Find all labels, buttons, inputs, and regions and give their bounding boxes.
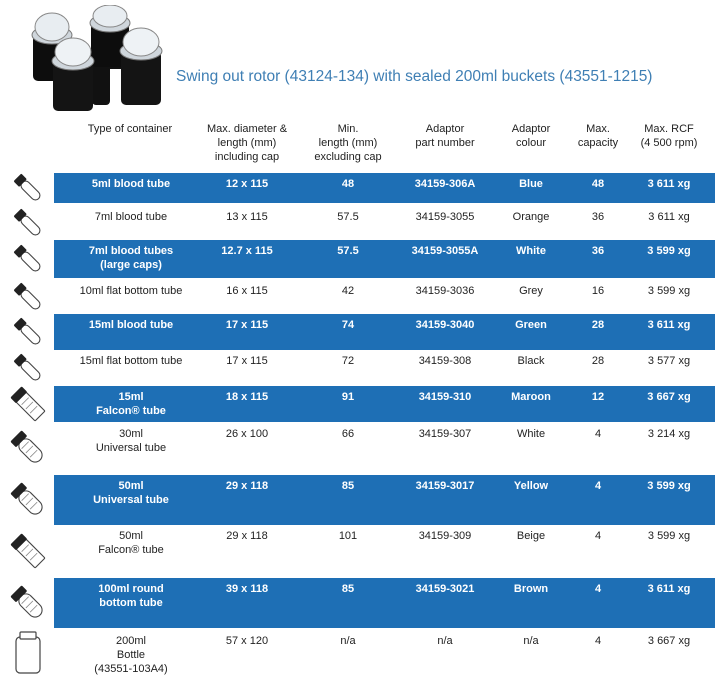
blood-tube-icon [4, 173, 52, 203]
table-row [0, 423, 717, 473]
adaptor-part-number: 34159-3017 [415, 480, 475, 492]
min-length: 85 [341, 480, 355, 492]
blood-tube-icon [4, 314, 52, 350]
container-name: 15ml flat bottom tube [79, 355, 183, 367]
adaptor-colour: Green [515, 319, 547, 331]
table-row [0, 386, 717, 422]
max-dimensions: 13 x 115 [226, 211, 268, 223]
max-dimensions: 57 x 120 [225, 635, 269, 647]
table-row [0, 578, 717, 628]
max-capacity: 4 [594, 480, 602, 492]
universal-tube-icon [4, 475, 52, 525]
container-name: 7ml blood tubes (large caps) [88, 245, 174, 271]
adaptor-part-number: n/a [437, 635, 453, 647]
container-name: 7ml blood tube [94, 211, 168, 223]
max-capacity: 48 [591, 178, 605, 190]
round-bottom-tube-icon [4, 578, 52, 628]
max-capacity: 4 [594, 428, 602, 440]
header-rcf: Max. RCF (4 500 rpm) [640, 123, 698, 149]
max-rcf: 3 611 xg [647, 583, 691, 595]
adaptor-colour: Black [517, 355, 545, 367]
max-dimensions: 12 x 115 [225, 178, 269, 190]
max-rcf: 3 667 xg [647, 391, 691, 403]
flat-bottom-tube-icon [4, 280, 52, 314]
adaptor-colour: Yellow [513, 480, 549, 492]
adaptor-colour: Orange [512, 211, 550, 223]
min-length: 74 [341, 319, 355, 331]
min-length: 101 [338, 530, 358, 542]
container-name: 50ml Universal tube [93, 480, 169, 506]
adaptor-colour: White [516, 245, 546, 257]
adaptor-colour: n/a [523, 635, 539, 647]
min-length: 57.5 [337, 245, 359, 257]
container-name: 200ml Bottle (43551-103A4) [94, 635, 168, 675]
adaptor-part-number: 34159-3040 [415, 319, 475, 331]
table-row [0, 475, 717, 525]
max-rcf: 3 667 xg [647, 635, 691, 647]
min-length: 72 [341, 355, 355, 367]
min-length: 57.5 [337, 211, 359, 223]
max-rcf: 3 599 xg [647, 245, 691, 257]
table-row [0, 280, 717, 314]
header-min-length: Min. length (mm) excluding cap [314, 123, 382, 163]
max-dimensions: 18 x 115 [225, 391, 269, 403]
header-capacity: Max. capacity [577, 123, 619, 149]
adaptor-colour: Brown [513, 583, 549, 595]
max-dimensions: 17 x 115 [226, 355, 268, 367]
container-name: 15ml blood tube [88, 319, 174, 331]
max-rcf: 3 599 xg [647, 530, 691, 542]
adaptor-part-number: 34159-309 [418, 530, 472, 542]
table-row [0, 525, 717, 577]
min-length: 42 [341, 285, 355, 297]
header-dimensions: Max. diameter & length (mm) including cap [206, 123, 288, 163]
adaptor-part-number: 34159-307 [418, 428, 472, 440]
max-capacity: 4 [594, 583, 602, 595]
page-title: Swing out rotor (43124-134) with sealed 200ml buckets (43551-1215) [176, 68, 653, 85]
bottle-icon [4, 630, 52, 684]
table-row [0, 173, 717, 203]
max-dimensions: 17 x 115 [225, 319, 269, 331]
header-adaptor-part: Adaptor part number [415, 123, 475, 149]
container-name: 50ml Falcon® tube [98, 530, 164, 556]
adaptor-colour: Blue [519, 178, 543, 190]
container-name: 5ml blood tube [91, 178, 171, 190]
table-row [0, 206, 717, 240]
min-length: n/a [340, 635, 356, 647]
max-capacity: 28 [591, 319, 605, 331]
max-rcf: 3 611 xg [647, 319, 691, 331]
max-dimensions: 39 x 118 [225, 583, 269, 595]
container-name: 10ml flat bottom tube [79, 285, 183, 297]
max-dimensions: 29 x 118 [226, 530, 268, 542]
adaptor-part-number: 34159-3055 [415, 211, 475, 223]
adaptor-colour: Maroon [511, 391, 551, 403]
table-row [0, 314, 717, 350]
min-length: 85 [341, 583, 355, 595]
adaptor-colour: Grey [519, 285, 543, 297]
table-row [0, 630, 717, 684]
max-capacity: 16 [591, 285, 605, 297]
max-rcf: 3 577 xg [647, 355, 691, 367]
table-row [0, 240, 717, 278]
blood-tube-icon [4, 206, 52, 240]
max-dimensions: 16 x 115 [226, 285, 268, 297]
blood-tube-large-cap-icon [4, 240, 52, 278]
adaptor-colour: Beige [516, 530, 546, 542]
adaptor-part-number: 34159-306A [414, 178, 476, 190]
max-rcf: 3 611 xg [647, 178, 691, 190]
max-capacity: 28 [591, 355, 605, 367]
rotor-image [25, 5, 175, 113]
universal-tube-icon [4, 423, 52, 473]
table-row [0, 350, 717, 386]
max-dimensions: 29 x 118 [225, 480, 269, 492]
adaptor-part-number: 34159-308 [418, 355, 472, 367]
max-capacity: 4 [594, 530, 602, 542]
max-rcf: 3 214 xg [647, 428, 691, 440]
min-length: 48 [341, 178, 355, 190]
adaptor-part-number: 34159-3021 [415, 583, 475, 595]
header-container: Type of container [87, 123, 173, 135]
adaptor-colour: White [516, 428, 546, 440]
container-name: 15ml Falcon® tube [96, 391, 166, 417]
max-capacity: 36 [591, 211, 605, 223]
container-name: 30ml Universal tube [95, 428, 167, 454]
flat-bottom-tube-icon [4, 350, 52, 386]
falcon-tube-icon [4, 386, 52, 422]
header-adaptor-colour: Adaptor colour [511, 123, 551, 149]
max-rcf: 3 611 xg [648, 211, 690, 223]
max-rcf: 3 599 xg [647, 480, 691, 492]
max-rcf: 3 599 xg [647, 285, 691, 297]
max-capacity: 12 [591, 391, 605, 403]
adaptor-part-number: 34159-3055A [411, 245, 479, 257]
min-length: 91 [341, 391, 355, 403]
max-dimensions: 12.7 x 115 [221, 245, 273, 257]
container-name: 100ml round bottom tube [98, 583, 164, 609]
max-capacity: 36 [591, 245, 605, 257]
falcon-tube-icon [4, 525, 52, 577]
max-capacity: 4 [594, 635, 602, 647]
max-dimensions: 26 x 100 [225, 428, 269, 440]
min-length: 66 [341, 428, 355, 440]
adaptor-part-number: 34159-310 [418, 391, 472, 403]
adaptor-part-number: 34159-3036 [415, 285, 475, 297]
